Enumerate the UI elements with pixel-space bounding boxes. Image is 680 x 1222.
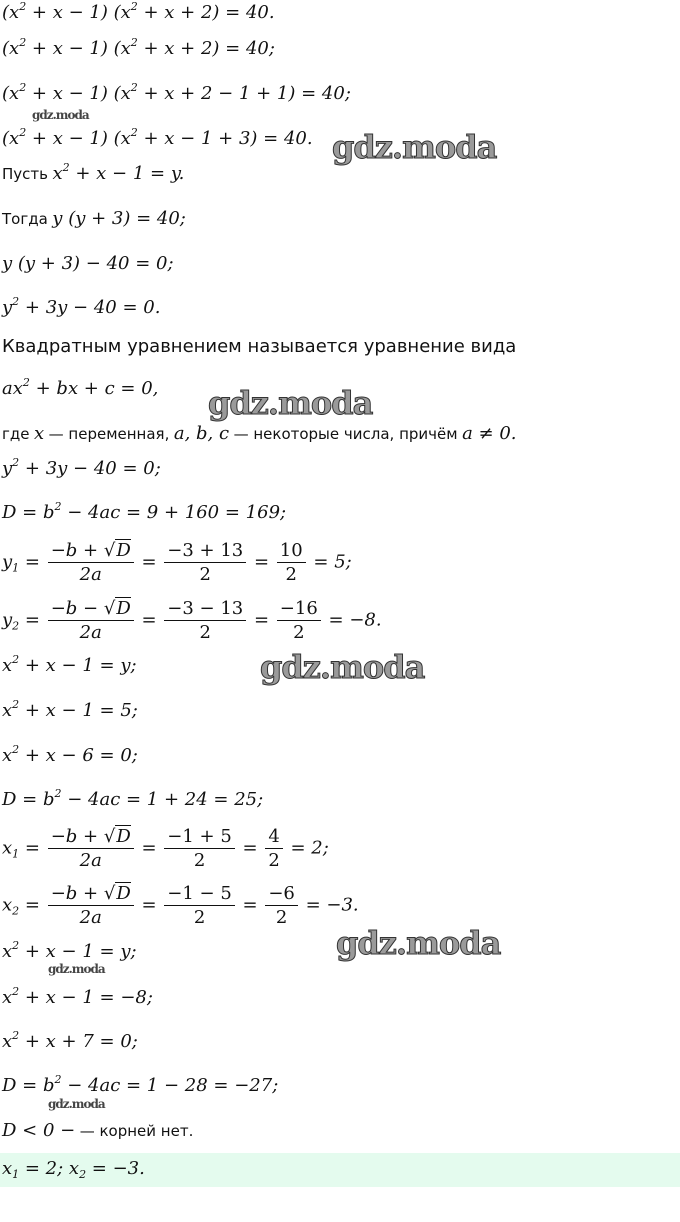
substitution-line: Пусть $x^2 + x - 1 = y$. bbox=[2, 161, 185, 184]
where-text: где bbox=[2, 425, 30, 443]
discriminant-2: $D = b^2 - 4ac = 1 + 24 = 25$; bbox=[2, 787, 264, 810]
back-sub-3: $x^2 + x - 6 = 0$; bbox=[2, 743, 138, 766]
root-y1: $y_1$ = $\frac{-b + √D}{2a}$ = $\frac{-3 + 13}{2}$ = $\frac{10}{2}$ = 5; bbox=[2, 540, 352, 585]
watermark-large: gdz.moda bbox=[208, 384, 373, 422]
then-line: Тогда y (y + 3) = 40; bbox=[2, 208, 186, 229]
watermark-large: gdz.moda bbox=[332, 128, 497, 166]
no-roots-line: D < 0 − — корней нет. bbox=[2, 1120, 194, 1141]
general-form: $ax^2$ + bx + c = 0, bbox=[2, 376, 159, 399]
watermark-small: gdz.moda bbox=[48, 1097, 105, 1111]
equation-line-3: $(x^2 + x - 1) (x^2 + x + 2 - 1 + 1) = 40$; bbox=[2, 81, 351, 104]
no-roots-text: — корней нет. bbox=[79, 1122, 194, 1140]
root-x1: $x_1$ = $\frac{-b + √D}{2a}$ = $\frac{-1 + 5}{2}$ = $\frac{4}{2}$ = 2; bbox=[2, 826, 329, 871]
where-suffix-text: — некоторые числа, причём bbox=[233, 425, 458, 443]
root-y2: $y_2$ = $\frac{-b - √D}{2a}$ = $\frac{-3 - 13}{2}$ = $\frac{-16}{2}$ = −8. bbox=[2, 598, 382, 643]
then-text: Тогда bbox=[2, 210, 48, 228]
definition-text: Квадратным уравнением называется уравнение вида bbox=[2, 336, 517, 357]
watermark-large: gdz.moda bbox=[336, 924, 501, 962]
back-sub-1: $x^2 + x - 1 = y$; bbox=[2, 653, 137, 676]
discriminant-1: $D = b^2 - 4ac = 9 + 160 = 169$; bbox=[2, 500, 287, 523]
watermark-large: gdz.moda bbox=[260, 648, 425, 686]
equation-line-7: y (y + 3) − 40 = 0; bbox=[2, 253, 174, 274]
watermark-small: gdz.moda bbox=[48, 962, 105, 976]
back-sub-4: $x^2 + x - 1 = y$; bbox=[2, 939, 137, 962]
equation-y-quadratic: $y^2 + 3y - 40 = 0$; bbox=[2, 456, 161, 479]
where-line: где x — переменная, a, b, c — некоторые числа, причём a ≠ 0. bbox=[2, 423, 517, 444]
where-mid-text: — переменная, bbox=[48, 425, 170, 443]
equation-line-4: $(x^2 + x - 1) (x^2 + x - 1 + 3) = 40$. bbox=[2, 126, 313, 149]
equation-line-2: $(x^2 + x - 1) (x^2 + x + 2) = 40$; bbox=[2, 36, 275, 59]
back-sub-5: $x^2 + x - 1 = -8$; bbox=[2, 985, 153, 1008]
discriminant-3: $D = b^2 - 4ac = 1 - 28 = -27$; bbox=[2, 1073, 279, 1096]
watermark-small: gdz.moda bbox=[32, 108, 89, 122]
equation-line-1: $(x^2 + x - 1) (x^2 + x + 2) = 40$. bbox=[2, 0, 275, 23]
back-sub-2: $x^2 + x - 1 = 5$; bbox=[2, 698, 138, 721]
back-sub-6: $x^2 + x + 7 = 0$; bbox=[2, 1029, 138, 1052]
final-answer: $x_1 = 2$; $x_2 = -3$. bbox=[2, 1158, 145, 1181]
equation-line-8: $y^2 + 3y - 40 = 0$. bbox=[2, 295, 161, 318]
let-text: Пусть bbox=[2, 165, 48, 183]
root-x2: $x_2$ = $\frac{-b + √D}{2a}$ = $\frac{-1 - 5}{2}$ = $\frac{-6}{2}$ = −3. bbox=[2, 883, 359, 928]
